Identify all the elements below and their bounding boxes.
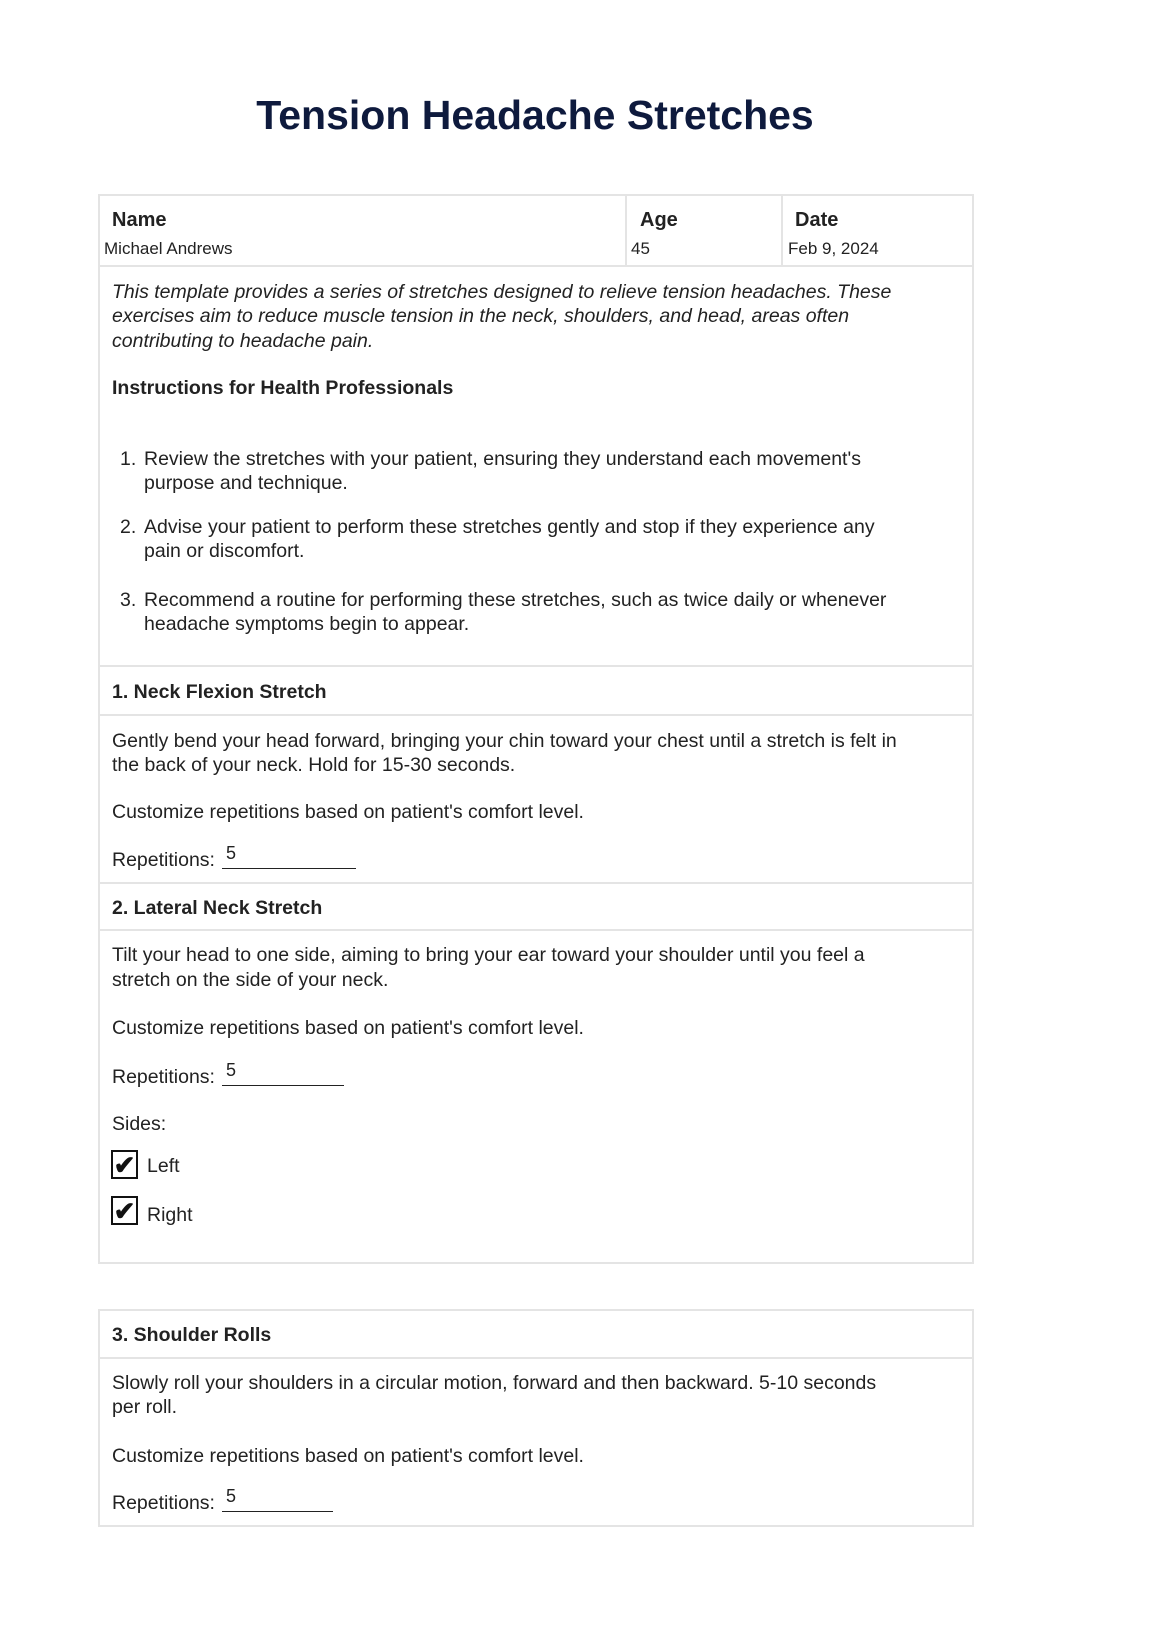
instructions-heading: Instructions for Health Professionals (112, 377, 454, 399)
repetitions-label: Repetitions: (112, 849, 215, 871)
stretch-title: 2. Lateral Neck Stretch (112, 897, 323, 919)
list-item: Recommend a routine for performing these stretches, such as twice daily or whenever (144, 589, 887, 611)
form-section-main (98, 194, 974, 1264)
name-label: Name (112, 209, 167, 231)
divider (100, 265, 972, 267)
intro-line: This template provides a series of stretches designed to relieve tension headaches. These (112, 281, 892, 303)
stretch-note: Customize repetitions based on patient's comfort level. (112, 801, 584, 823)
divider (100, 882, 972, 884)
name-value[interactable]: Michael Andrews (104, 239, 233, 258)
repetitions-field[interactable] (222, 1085, 344, 1086)
left-side-label: Left (147, 1155, 180, 1177)
divider (100, 1357, 972, 1359)
right-side-checkbox[interactable]: ✔ (111, 1196, 138, 1225)
intro-line: exercises aim to reduce muscle tension in the neck, shoulders, and head, areas often (112, 305, 850, 327)
date-label: Date (795, 209, 839, 231)
stretch-title: 3. Shoulder Rolls (112, 1324, 272, 1346)
sides-label: Sides: (112, 1113, 167, 1135)
repetitions-value[interactable]: 5 (226, 843, 237, 863)
right-side-label: Right (147, 1204, 193, 1226)
stretch-description: stretch on the side of your neck. (112, 969, 389, 991)
date-value[interactable]: Feb 9, 2024 (788, 239, 879, 258)
stretch-description: Slowly roll your shoulders in a circular motion, forward and then backward. 5-10 seconds (112, 1372, 877, 1394)
list-item: pain or discomfort. (144, 540, 305, 562)
page-title: Tension Headache Stretches (256, 92, 814, 138)
list-number: 3. (120, 589, 137, 611)
repetitions-value[interactable]: 5 (226, 1060, 237, 1080)
stretch-description: per roll. (112, 1396, 178, 1418)
left-side-checkbox[interactable]: ✔ (111, 1150, 138, 1179)
repetitions-field[interactable] (222, 1511, 333, 1512)
divider (100, 929, 972, 931)
stretch-description: Tilt your head to one side, aiming to bring your ear toward your shoulder until you feel a (112, 944, 865, 966)
stretch-note: Customize repetitions based on patient's comfort level. (112, 1017, 584, 1039)
list-number: 2. (120, 516, 137, 538)
repetitions-value[interactable]: 5 (226, 1486, 237, 1506)
list-item: Review the stretches with your patient, ensuring they understand each movement's (144, 448, 861, 470)
list-item: headache symptoms begin to appear. (144, 613, 470, 635)
repetitions-field[interactable] (222, 868, 356, 869)
divider (100, 665, 972, 667)
stretch-description: the back of your neck. Hold for 15-30 seconds. (112, 754, 516, 776)
age-label: Age (640, 209, 678, 231)
divider (781, 196, 783, 266)
form-section-shoulder-rolls (98, 1309, 974, 1527)
intro-line: contributing to headache pain. (112, 330, 374, 352)
stretch-title: 1. Neck Flexion Stretch (112, 681, 327, 703)
divider (100, 714, 972, 716)
divider (625, 196, 627, 266)
list-item: purpose and technique. (144, 472, 348, 494)
list-number: 1. (120, 448, 137, 470)
stretch-note: Customize repetitions based on patient's comfort level. (112, 1445, 584, 1467)
repetitions-label: Repetitions: (112, 1066, 215, 1088)
list-item: Advise your patient to perform these stretches gently and stop if they experience any (144, 516, 875, 538)
repetitions-label: Repetitions: (112, 1492, 215, 1514)
age-value[interactable]: 45 (631, 239, 650, 258)
stretch-description: Gently bend your head forward, bringing your chin toward your chest until a stretch is felt in (112, 730, 897, 752)
